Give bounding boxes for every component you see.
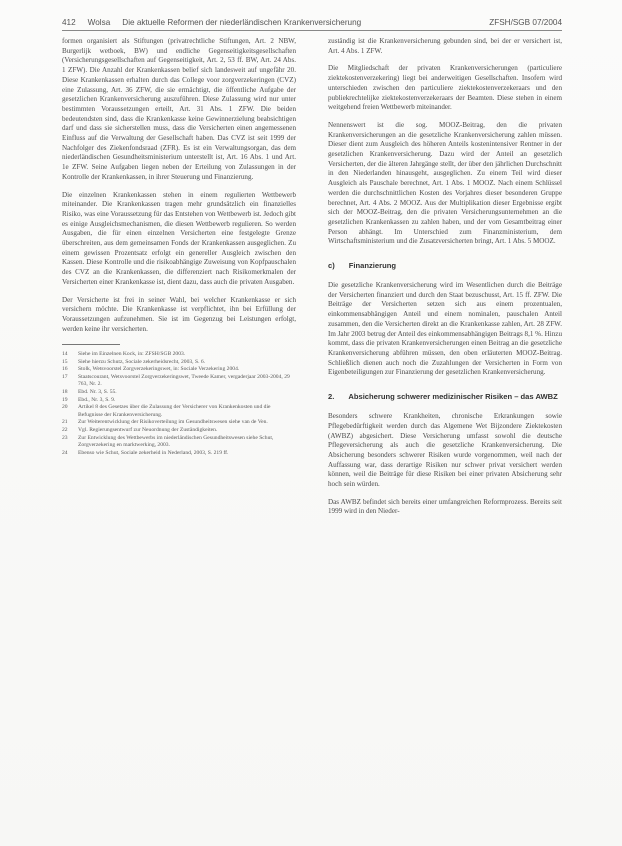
body-paragraph: Nennenswert ist die sog. MOOZ-Beitrag, den die privaten Krankenversicherungen an die gesetzliche Krankenversicherung zahlen müssen. Dieser dient zum Ausgleich des höheren Anteils kostenintensiver Rentner in der gesetzlichen Krankenversicherung. Dazu wird der Anteil an gesetzlich Versicherten, der die älteren Jahrgänge stellt, der über den jährlichen Durchschnitt in den Niederlanden hinausgeht, ausgeglichen. Zu einem Teil wird dieser Ausgleich als Pauschale berechnet, Art. 1 Abs. 1 MOOZ. Nach einem Schlüssel werden die durchschnittlichen Kosten des Vorjahres dieser besonderen Gruppe berechnet, Art. 4 Abs. 2 MOOZ. Aus der Multiplikation dieser Ergebnisse ergibt sich der MOOZ-Beitrag, den die privaten Versicherungsunternehmen an die gesetzlichen Krankenkassen zu zahlen haben, und der vom Gesamtbeitrag einer Person abhängt. Im Unterschied zum Finanzministerium, dem Wirtschaftsministerium und die Zusatzversicherten bringt, Art. 1 Abs. 5 MOOZ. xyxy=(328,120,562,246)
running-header xyxy=(62,18,562,31)
body-paragraph: Das AWBZ befindet sich bereits einer umfangreichen Reformprozess. Bereits seit 1999 wird in den Nieder- xyxy=(328,497,562,516)
section-heading-awbz xyxy=(328,392,562,402)
footnote xyxy=(62,366,296,374)
right-column xyxy=(328,37,562,525)
footnote-text: Ebenso wie Schut, Sociale zekerheid in Nederland, 2003, S. 219 ff. xyxy=(78,449,229,456)
body-paragraph: zuständig ist die Krankenversicherung gebunden sind, bei der er versichert ist, Art. 4 Abs. 1 ZFW. xyxy=(328,37,562,55)
footnote-text: Siehe im Einzelnen Kock, in: ZFSH/SGB 2003. xyxy=(78,351,186,358)
footnote xyxy=(62,450,296,458)
body-paragraph: Der Versicherte ist frei in seiner Wahl, bei welcher Krankenkasse er sich versichern möchte. Die Krankenkasse ist verpflichtet, ihn bei Erfüllung der Voraussetzungen aufzunehmen. Sie ist im Gegenzug bei Leistungen erfolgt, werden keine ihr versicherten. xyxy=(62,295,296,333)
footnote-text: Artikel 8 des Gesetzes über die Zulassung der Versicherer von Krankenkosten und die Befugnisse der Krankenversicherung. xyxy=(78,404,271,418)
footnote-number: 17 xyxy=(62,373,68,380)
section-number: 2. xyxy=(328,392,335,402)
footnote-number: 24 xyxy=(62,449,68,456)
footnote-text: Staatscourant, Wetsvoorstel Zorgverzekeringswet, Tweede Kamer, vergaderjaar 2003-2004, 29 763, Nr. 2. xyxy=(78,373,290,388)
section-title: Absicherung schwerer medizinischer Risiken – das AWBZ xyxy=(348,392,558,402)
body-paragraph: Die einzelnen Krankenkassen stehen in einem regulierten Wettbewerb miteinander. Die Krankenkassen tragen mehr grundsätzlich ein finanzielles Risiko, was eine Voraussetzung für das Entstehen von Wettbewerb ist. Jedoch gibt es einige Ausgleichsmechanismen, die diesen Wettbewerb regulieren. So werden Ausgaben, die für einen einzelnen Versicherten eine festgelegte Grenze überschreiten, aus dem gemeinsamen Fonds der Krankenkassen ausgeglichen. Zu einem gewissen Prozentsatz erfolgt ein genereller Ausgleich zwischen den Kassen. Diese Kontrolle und die risikoabhängige Zuweisung von Kopfpauschalen des CVZ an die Krankenkassen, die differenziert nach Risikomerkmalen der Versicherten einer Krankenkasse ist, dient dazu, dass auch die privaten Ausgaben. xyxy=(62,190,296,286)
footnote-number: 16 xyxy=(62,366,68,373)
footnote-number: 19 xyxy=(62,396,68,403)
footnote xyxy=(62,351,296,359)
footnote xyxy=(62,419,296,427)
footnote-text: Zur Weiterentwicklung der Risikoverteilung im Gesundheitswesen siehe van de Ven. xyxy=(78,419,268,426)
section-heading-finanzierung xyxy=(328,261,562,271)
footnote-number: 22 xyxy=(62,427,68,434)
journal-citation: ZFSH/SGB 07/2004 xyxy=(489,18,562,27)
body-paragraph: Besonders schwere Krankheiten, chronische Erkrankungen sowie Pflegebedürftigkeit werden durch das Algemene Wet Bijzondere Ziektekosten (AWBZ) abgesichert. Diese Versicherung umfasst sowohl die deutsche Pflegeversicherung als auch die gesetzliche Krankenversicherung. Die Absicherung besonders schwerer Risiken wurde vorgenommen, weil nach der Auffassung war, dass derartige Risiken nur schwer privat versichert werden können, weil die Beiträge für diese Risiken bei einer privaten Absicherung sehr hoch sein würden. xyxy=(328,412,562,489)
footnote-text: Stolk, Wetsvoorstel Zorgverzekeringswet, in: Sociale Verzekering 2004. xyxy=(78,366,240,373)
footnote xyxy=(62,435,296,450)
footnote-number: 20 xyxy=(62,404,68,411)
body-paragraph: formen organisiert als Stiftungen (privatrechtliche Stiftungen, Art. 2 NBW, Burgerlijk wetboek, BW) und endliche Gegenseitigkeitsgesellschaften (Versicherungsgesellschaften auf Gegenseitigkeit, Art. 2, 53 ff. BW, Art. 24 Abs. 1 ZFW). Die Anzahl der Krankenkassen belief sich landesweit auf ungefähr 20. Diese Krankenkassen erhalten durch das College voor zorgverzekeringen (CVZ) eine Zulassung, Art. 36 ZFW, die sie ermächtigt, die öffentliche Aufgabe der gesetzlichen Krankenversicherung auszuführen. Diese Zulassung wird nur unter bestimmten Voraussetzungen erteilt, Art. 31 Abs. 1 ZFW. Die beiden bedeutendsten sind, dass die Krankenkasse keine Gewinnerzielung beabsichtigen darf und dass sie sicherstellen muss, dass die Versicherten einen angemessenen Einfluss auf die Verwaltung der Gesellschaft haben. Das CVZ ist seit 1999 der Nachfolger des Ziekenfondsraad (ZFR). Es ist ein Verwaltungsorgan, das dem niederländischen Gesundheitsministerium unterstellt ist, Art. 16 Abs. 1 und Art. 1e ZFW. Seine Aufgaben liegen neben der Erteilung von Zulassungen in der Kontrolle der Krankenkassen, in ihrer Steuerung und Finanzierung. xyxy=(62,37,296,181)
footnote-text: Siehe hierzu Schutz, Sociale zekerheidsrecht, 2003, S. 6. xyxy=(78,358,206,365)
footnote-text: Vgl. Regierungsentwurf zur Neuordnung der Zuständigkeiten. xyxy=(78,427,218,434)
footnote xyxy=(62,359,296,367)
author-name: Wolsa xyxy=(87,18,111,27)
left-column xyxy=(62,37,296,457)
section-number: c) xyxy=(328,261,335,271)
footnote-number: 18 xyxy=(62,389,68,396)
footnote-number: 21 xyxy=(62,419,68,426)
footnote xyxy=(62,374,296,389)
body-paragraph: Die Mitgliedschaft der privaten Krankenversicherungen (particuliere ziektekostenverzekering) liegt bei anderweitigen Gesellschaften. Insofern wird unterschieden zwischen den particuliere ziektekostenverzekeraars und den publiekrechtelijke ziektekostenverzekeraars der Beamten. Diese stehen in einem weitgehend freien Wettbewerb miteinander. xyxy=(328,64,562,112)
body-paragraph: Die gesetzliche Krankenversicherung wird im Wesentlichen durch die Beiträge der Versicherten finanziert und durch den Staat bezuschusst, Art. 15 ff. ZFW. Die Beiträge der Versicherten setzen sich aus einem prozentualen, einkommensabhängigen Anteil und einem nominalen, pauschalen Anteil zusammen, den die Versicherten direkt an die Krankenkasse zahlen, Art. 28 ZFW. Im Jahr 2003 betrug der Anteil des einkommensabhängigen Beitrags 8,1 %. Hinzu kommt, dass die privaten Krankenversicherungen einen Beitrag an die gesetzliche Krankenversicherung abführen müssen, den oben erläuterten MOOZ-Beitrag. Schließlich dienen auch noch die Zuzahlungen der Versicherten in Form von Eigenbeteiligungen zur Finanzierung der gesetzlichen Krankenversicherung. xyxy=(328,281,562,377)
footnote xyxy=(62,397,296,405)
footnote-number: 14 xyxy=(62,351,68,358)
running-title: Die aktuelle Reformen der niederländischen Krankenversicherung xyxy=(122,18,362,27)
footnote xyxy=(62,404,296,419)
page-number: 412 xyxy=(62,18,76,27)
footnote-text: Zur Entwicklung des Wettbewerbs im niederländischen Gesundheitswesen siehe Schut, Zorgverzekering en marktwerking, 2003. xyxy=(78,434,274,449)
footnote xyxy=(62,427,296,435)
footnote-number: 15 xyxy=(62,358,68,365)
footnote-text: Ebd., Nr. 3, S. 9. xyxy=(78,396,116,403)
footnote-number: 23 xyxy=(62,434,68,441)
section-title: Finanzierung xyxy=(348,261,397,271)
footnote-separator xyxy=(62,344,120,345)
footnote xyxy=(62,389,296,397)
footnote-text: Ebd. Nr. 3, S. 55. xyxy=(78,389,117,396)
